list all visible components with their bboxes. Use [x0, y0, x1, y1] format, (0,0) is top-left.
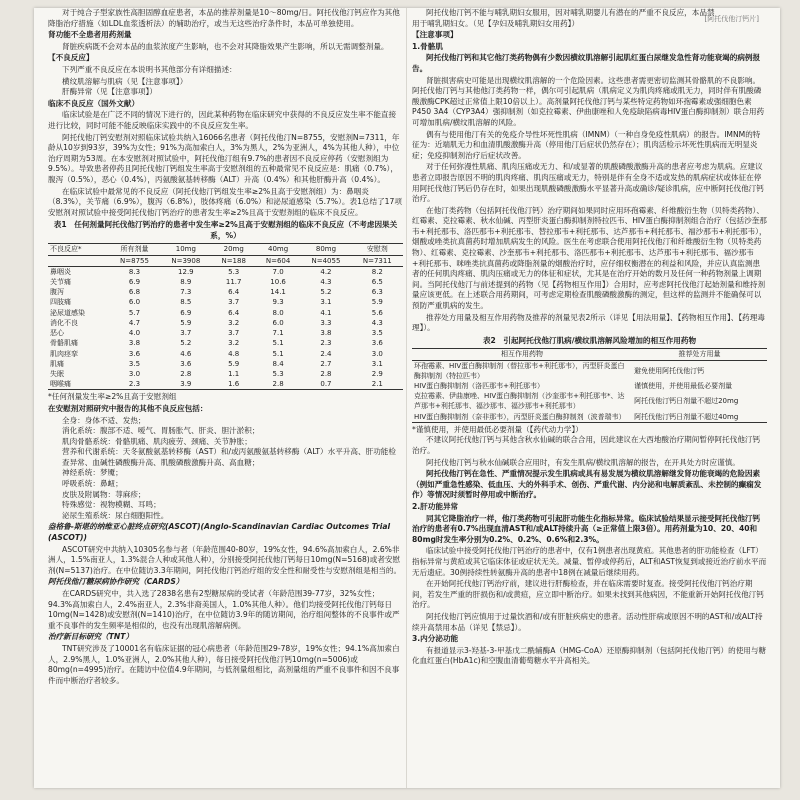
tnt-heading: 治疗新目标研究（TNT）: [48, 632, 134, 642]
table1-row-label: 失眠: [50, 369, 64, 378]
ascot-heading: 盎格鲁-斯堪的纳维亚心脏终点研究(ASCOT)(Anglo-Scandinavian Cardiac Outcomes Trial (ASCOT)): [48, 522, 391, 543]
other-adverse-item: 呼吸系统：鼻衄；: [62, 479, 123, 489]
table1-cell: 4.6: [180, 349, 192, 358]
table1-cell: 7.0: [272, 267, 284, 276]
table1-cell: 5.9: [371, 298, 383, 307]
table1-cell: 3.6: [128, 349, 141, 358]
table1-cell: 5.9: [228, 359, 240, 368]
table2-body: [412, 349, 767, 422]
table1-cell: 4.3: [320, 278, 332, 287]
table1-row: [48, 369, 403, 379]
muscle-para: 推荐处方用量及相互作用药物及推荐的剂量见表2所示（详见【用法用量】、【药物相互作用】、【药理毒理】）。: [412, 312, 765, 333]
other-adverse-item: 消化系统：腹部不适、嗳气、胃肠胀气、肝炎、胆汁淤积；: [62, 426, 260, 436]
table2-dose-cell: 阿托伐他汀钙日剂量不超过20mg: [634, 397, 739, 406]
table1-cell: 1.1: [228, 369, 240, 378]
other-adverse-heading: 在安慰剂对照研究中报告的其他不良反应包括：: [48, 403, 208, 413]
table2-footnote: *谨慎使用，并使用最低必要剂量（【药代动力学】）: [412, 424, 583, 434]
adverse-item: 肝酶异常（见【注意事项】）: [62, 87, 157, 97]
table1-cell: 3.2: [228, 318, 240, 327]
table1-cell: 3.9: [160, 379, 211, 390]
table1-cell: 6.4: [228, 288, 240, 297]
table1-subheader: [48, 255, 109, 266]
table1: [48, 243, 403, 390]
table2-drug-cell: 克拉霉素、伊曲康唑、HIV蛋白酶抑制剂（沙奎那韦+利托那韦*、达芦那韦+利托那韦、福沙那韦、福沙那韦+利托那韦）: [414, 392, 625, 411]
table1-cell: 2.4: [320, 349, 332, 358]
table1-row: [48, 308, 403, 318]
table1-row: [48, 287, 403, 297]
tnt-para: TNT研究涉及了10001名有临床证据的冠心病患者（年龄范围29-78岁，19%女性；94.1%高加索白人，2.9%黑人，1.0%亚洲人，2.0%其他人种），每日接受阿托伐他汀钙10mg(n=5006)或80mg(n=4995)治疗。在随访中位值4.9年期间，与低剂量组相比，高剂量组的严重不良事件和因不良事件而中断治疗者较多。: [48, 643, 400, 685]
table1-cell: 7.1: [272, 329, 284, 338]
after-table-para: 阿托伐他汀钙与秋水仙碱联合应用时，有发生肌病/横纹肌溶解的报告，在开具处方时应谨慎。: [426, 457, 740, 467]
table1-row: [48, 328, 403, 338]
table1-cell: 4.2: [320, 267, 332, 276]
table1-row: [48, 277, 403, 287]
other-adverse-item: 肌肉骨骼系统：骨骼肌痛、肌肉疲劳、颈痛、关节肿胀；: [62, 436, 252, 446]
table1-cell: 3.8: [320, 329, 332, 338]
table1-cell: 8.5: [180, 298, 192, 307]
left-column: [48, 8, 403, 788]
table1-header: 所有剂量: [109, 244, 160, 255]
table1-subheader: N=604: [256, 255, 300, 266]
table1-cell: 4.7: [128, 318, 141, 327]
table2-row: [412, 360, 767, 381]
table1-cell: 4.8: [228, 349, 240, 358]
table2-header: 相互作用药物: [412, 349, 632, 360]
other-adverse-item: 特殊感觉：视物模糊、耳鸣；: [62, 500, 161, 510]
table1-cell: 7.3: [180, 288, 192, 297]
table2-drug-cell: HIV蛋白酶抑制剂（奈非那韦），丙型肝炎蛋白酶抑制剂（波普瑞韦）: [412, 412, 632, 423]
section-1-heading: 1.骨骼肌: [412, 41, 443, 51]
clinical-para: 临床试验是在广泛不同的情况下进行的，因此某种药物在临床研究中获得的不良反应发生率不能直接进行比较，同时可能不能反映临床实践中的不良反应发生率。: [48, 110, 397, 130]
table1-subheader: N=8755: [109, 255, 160, 266]
table1-cell: 2.8: [256, 379, 300, 390]
table1-cell: 5.9: [180, 318, 192, 327]
leaflet-sheet: [34, 8, 780, 788]
table1-cell: 2.1: [352, 379, 403, 390]
table1-cell: 6.0: [128, 298, 141, 307]
table1-row-label: 鼻咽炎: [50, 267, 71, 276]
table1-cell: 3.7: [180, 329, 192, 338]
table1-header: 20mg: [212, 244, 256, 255]
after-table-para: 不建议阿托伐他汀钙与其他含秋水仙碱的联合合用，因此建议在大西地酸治疗期间暂停阿托伐他汀钙治疗。: [412, 435, 761, 456]
muscle-para: 偶有与使用他汀有关的免疫介导性坏死性肌病（IMNM）（一种自身免疫性肌病）的报告。IMNM的特征为：近端肌无力和血清肌酸激酶升高（停用他汀后症状仍然存在）；肌肉活检示坏死性肌病而无明显炎症；免疫抑制剂治疗后症状改善。: [412, 129, 761, 160]
intro-para-2: 肾脏疾病既不会对本品的血浆浓度产生影响，也不会对其降脂效果产生影响，所以无需调整剂量。: [62, 41, 389, 51]
table1-cell: 4.1: [320, 308, 332, 317]
table1-row-label: 关节痛: [50, 278, 71, 287]
table1-cell: 3.7: [228, 329, 240, 338]
product-tag: [阿托伐他汀钙片]: [704, 15, 759, 23]
table1-row-label: 肌痛: [50, 359, 64, 368]
table2-header: 推荐处方用量: [632, 349, 767, 360]
table1-header: 80mg: [300, 244, 351, 255]
section-2-heading: 2.肝功能异常: [412, 501, 459, 511]
muscle-para: 在他汀类药物（包括阿托伐他汀钙）治疗期间如果同时应用环孢霉素、纤维酸衍生物（贝特类药物）、红霉素、克拉霉素、秋水仙碱、丙型肝炎蛋白酶抑制剂特拉匹韦、HIV蛋白酶抑制剂组合治疗（包括沙奎那韦+利托那韦、洛匹那韦+利托那韦、替拉那韦+利托那韦、达芦那韦+利托那韦、福沙那韦+利托那韦），烟酸或唑类抗真菌药时增加肌病发生的风险。医生在考虑联合使用阿托伐他汀和纤维酸衍生物（贝特类药物）、红霉素、克拉霉素、沙奎那韦+利托那韦、洛匹那韦+利托那韦、达芦那韦+利托那韦、福沙那韦+利托那韦、咪唑类抗真菌药或降脂剂量的烟酸治疗时，应仔细权衡潜在的利益和风险，并应认真监测患者的任何肌肉疼痛、肌肉压痛或无力的体征和症状，尤其是在治疗开始的数月及任何一种药物剂量上调期间。当阿托伐他汀与前述提到的药物（见【药物相互作用】）合用时，应考虑阿托伐他汀起始剂量和维持剂量应该更低。在上述联合用药期间，可考虑定期检查肌酸磷酸激酶的测定，但这样的监测并不能确保可以预防严重肌病的发生。: [412, 205, 767, 311]
table1-header: 10mg: [160, 244, 211, 255]
liver-bold-para: 同其它降脂治疗一样，他汀类药物可引起肝功能生化指标异常。临床试验结果显示接受阿托伐他汀钙治疗的患者有0.7%出现血清AST和/或ALT持续升高（≥正常值上限3倍）。用药剂量为10、20、40和80mg时发生率分别为0.2%、0.2%、0.6%和2.3%。: [412, 513, 761, 544]
muscle-para: 对于任何弥漫性肌痛、肌肉压痛或无力、和/或显著的肌酸磷酸激酶升高的患者应考虑为肌病。应建议患者立即报告原因不明的肌肉疼痛、肌肉压痛或无力，特别是伴有全身不适或发热的肌病症状或体征在停用阿托伐他汀钙后仍存在时，如果出现肌酸磷酸激酶水平显著升高或确诊/疑诊肌病，应中断阿托伐他汀钙治疗。: [412, 162, 764, 204]
table1-footnote: *任何剂量发生率≥2%且高于安慰剂组: [48, 392, 177, 402]
table1-cell: 6.4: [228, 308, 240, 317]
other-adverse-item: 神经系统：梦魇；: [62, 468, 123, 478]
table2-dose-cell: 避免使用阿托伐他汀钙: [634, 366, 705, 375]
clinical-para: 阿托伐他汀钙安慰剂对照临床试验共纳入16066名患者（阿托伐他汀N=8755，安慰剂N=7311，年龄从10岁到93岁，39%为女性；91%为高加索白人，3%为黑人，2%为亚洲人，4%为其他人种），中位治疗周期为53周。在本安慰剂对照试验中，阿托伐他汀组有9.7%的患者因不良反应停药（安慰剂组为9.5%）。导致患者停药且阿托伐他汀钙组发生率高于安慰剂组的五种最常见不良反应是：肌痛（0.7%），腹泻（0.5%），恶心（0.4%），丙氨酸氨基转移酶（ALT）升高（0.4%）和其他肝酶升高（0.4%）。: [48, 132, 400, 184]
renal-heading: 肾功能不全患者用药剂量: [48, 30, 132, 40]
table1-cell: 11.7: [225, 278, 242, 287]
liver-para: 在开始阿托伐他汀钙治疗前，建议进行肝酶检查，并在临床需要时复查。接受阿托伐他汀钙治疗期间，若发生严重的肝损伤和/或黄疸，应立即中断治疗。如果未找到其他病因，不能重新开始阿托伐他汀钙治疗。: [412, 579, 764, 610]
adverse-item: 横纹肌溶解与肌病（见【注意事项】）: [62, 76, 188, 86]
table1-cell: 3.7: [228, 298, 240, 307]
intro-para-1: 对于纯合子型家族性高胆固醇血症患者，本品的推荐剂量是10～80mg/日。阿托伐他汀钙应作为其他降脂治疗措施（如LDL血浆透析法）的辅助治疗，或当无这些治疗条件时，本品可单独使用。: [48, 8, 400, 28]
notice-heading: 【注意事项】: [412, 30, 458, 40]
table1-cell: 3.3: [320, 318, 332, 327]
table1-header: 不良反应*: [48, 244, 109, 255]
table1-row-label: 恶心: [50, 329, 64, 338]
table1-cell: 5.3: [228, 267, 240, 276]
endocrine-para: 有报道显示3-羟基-3-甲基戊二酰辅酶A（HMG-CoA）还原酶抑制剂（包括阿托伐他汀钙）的使用与糖化血红蛋白(HbA1c)和空腹血清葡萄糖水平升高相关。: [412, 645, 767, 666]
other-adverse-item: 营养和代谢系统：天冬氨酸氨基转移酶（AST）和/或丙氨酸氨基转移酶（ALT）水平升高、肝功能检查异常、血碱性磷酸酶升高、肌酸磷酸激酶升高、高血糖；: [62, 447, 396, 467]
cards-heading: 阿托伐他汀糖尿病协作研究（CARDS）: [48, 577, 184, 587]
table2-header-row: [412, 349, 767, 360]
center-fold: [406, 8, 407, 788]
adverse-intro: 下列严重不良反应在本说明书其他部分有详细描述：: [62, 64, 237, 74]
table1-cell: 8.0: [272, 308, 284, 317]
table1-cell: 3.5: [371, 329, 383, 338]
table2-drug-cell: 环孢霉素、HIV蛋白酶抑制剂（替拉那韦+利托那韦），丙型肝炎蛋白酶抑制剂（特拉匹韦）: [414, 361, 625, 380]
table1-cell: 12.9: [178, 267, 194, 276]
table1-header: 安慰剂: [352, 244, 403, 255]
muscle-para: 肾脏损害病史可能是出现横纹肌溶解的一个危险因素。这些患者需更密切监测其骨骼肌的不良影响。阿托伐他汀钙与其他他汀类药物一样，偶尔可引起肌病（肌病定义为肌肉疼痛或肌无力，同时伴有肌酸磷酸激酶CPK超过正常值上限10倍以上）。高剂量阿托伐他汀钙与某些特定药物如环孢霉素或强细胞色素P450 3A4（CYP3A4）强抑制剂（如克拉霉素、伊曲康唑和人免疫缺陷病毒HIV蛋白酶抑制剂）联合用药可增加肌病/横纹肌溶解的风险。: [412, 75, 765, 127]
table1-cell: 3.2: [228, 339, 240, 348]
table1-cell: 3.6: [180, 359, 192, 368]
table1-row-label: 腹泻: [50, 288, 64, 297]
table1-row: [48, 349, 403, 359]
table1-cell: 5.1: [272, 349, 284, 358]
table2-row: [412, 391, 767, 411]
table1-row: [48, 359, 403, 369]
table1-cell: 3.0: [371, 349, 383, 358]
adverse-heading: 【不良反应】: [48, 53, 94, 63]
table1-row: [48, 297, 403, 307]
table1-cell: 6.9: [128, 278, 141, 287]
cards-para: 在CARDS研究中，共入选了2838名患有2型糖尿病的受试者（年龄范围39-77岁，32%女性；94.3%高加索白人，2.4%南亚人，2.3%非裔美国人，1.0%其他人种）。他们均接受阿托伐他汀钙每日10mg(N=1428)或安慰剂(N=1410)治疗，在中位随访3.9年的随访期间，治疗组间整体的不良事件或严重不良事件的发生频率是相似的，也没有出现肌溶解病例。: [48, 589, 400, 630]
table1-row-label: 咽喉痛: [48, 379, 109, 390]
table1-cell: 4.0: [128, 329, 141, 338]
table1-cell: 5.2: [180, 339, 192, 348]
other-adverse-item: 皮肤及附属物：荨麻疹；: [62, 489, 146, 499]
table1-cell: 3.5: [128, 359, 141, 368]
table1-cell: 3.6: [371, 339, 383, 348]
table2-title: 表2 引起阿托伐他汀肌病/横纹肌溶解风险增加的相互作用药物: [482, 335, 697, 345]
table1-row: [48, 318, 403, 328]
table2-row: [412, 381, 767, 391]
table1-header: 40mg: [256, 244, 300, 255]
table2: [412, 348, 767, 422]
table1-cell: 5.7: [128, 308, 141, 317]
right-column: [412, 8, 767, 788]
section-3-heading: 3.内分泌功能: [412, 634, 459, 644]
table1-cell: 6.0: [272, 318, 284, 327]
table2-dose-cell: 谨慎使用，并使用最低必要剂量: [634, 382, 733, 391]
table1-subheader: N=188: [212, 255, 256, 266]
table1-cell: 10.6: [270, 278, 286, 287]
table1-cell: 3.0: [128, 369, 141, 378]
table1-cell: 14.1: [270, 288, 286, 297]
muscle-bold-para: 阿托伐他汀钙和其它他汀类药物偶有少数因横纹肌溶解引起肌红蛋白尿继发急性肾功能衰竭的病例报告。: [412, 53, 761, 73]
table1-cell: 5.1: [272, 339, 284, 348]
table1-cell: 5.3: [272, 369, 284, 378]
liver-para: 临床试验中接受阿托伐他汀钙治疗的患者中，仅有1例患者出现黄疸。其他患者的肝功能检查（LFT）指标异常与黄疸或其它临床体征或症状无关。减量、暂停或停药后，ALT和AST恢复到或接近治疗前水平而无后遗症。30例持续性转氨酶升高的患者中18例在减量后继续用药。: [412, 546, 767, 577]
table2-drug-cell: HIV蛋白酶抑制剂（洛匹那韦+利托那韦）: [414, 382, 544, 391]
table1-cell: 8.4: [272, 359, 284, 368]
table1-cell: 6.9: [180, 308, 192, 317]
other-adverse-item: 泌尿生殖系统：尿白细胞阳性。: [62, 510, 169, 520]
table1-cell: 8.3: [128, 267, 141, 276]
table1-cell: 3.1: [371, 359, 383, 368]
table1-cell: 8.2: [371, 267, 383, 276]
table1-cell: 8.9: [180, 278, 192, 287]
table1-title: 表1 任何剂量阿托伐他汀钙治疗的患者中发生率≥2%且高于安慰剂组的临床不良反应（不考虑因果关系，%）: [53, 220, 398, 240]
lactation-para: 阿托伐他汀钙不能与哺乳期妇女服用，因对哺乳期婴儿有潜在的严重不良反应，本品禁用于哺乳期妇女。（见【孕妇及哺乳期妇女用药】）: [412, 8, 715, 28]
table1-cell: 9.3: [272, 298, 284, 307]
table1-row: [48, 338, 403, 348]
table1-cell: 5.6: [371, 308, 383, 317]
table1-cell: 6.5: [371, 278, 383, 287]
table1-row-label: 四肢痛: [50, 298, 71, 307]
table1-cell: 2.3: [109, 379, 160, 390]
table2-dose-cell: 阿托伐他汀钙日剂量不超过40mg: [632, 412, 767, 423]
table1-cell: 2.3: [320, 339, 332, 348]
liver-para: 阿托伐他汀钙应慎用于过量饮酒和/或有肝脏疾病史的患者。活动性肝病或原因不明的AST和/或ALT持续升高禁用本品（详见【禁忌】）。: [412, 611, 763, 632]
table1-subheader: N=4055: [300, 255, 351, 266]
table1-cell: 1.6: [212, 379, 256, 390]
table1-row-label: 泌尿道感染: [50, 308, 85, 317]
table1-subheader-row: [48, 255, 403, 266]
clinical-heading: 临床不良反应（国外文献）: [48, 98, 140, 108]
table1-cell: 3.1: [320, 298, 332, 307]
table1-subheader: N=3908: [160, 255, 211, 266]
table1-cell: 3.8: [128, 339, 141, 348]
table1-row: [48, 266, 403, 277]
other-adverse-list: [48, 416, 403, 522]
table2-row: [412, 412, 767, 423]
table1-row-label: 肌肉痉挛: [50, 349, 78, 358]
table1-cell: 2.9: [371, 369, 383, 378]
other-adverse-item: 全身：身体不适、发热；: [62, 415, 146, 425]
table1-cell: 4.3: [371, 318, 383, 327]
table1-row-label: 骨骼肌痛: [50, 339, 78, 348]
ascot-para: ASCOT研究中共纳入10305名参与者（年龄范围40-80岁，19%女性，94.6%高加索白人，2.6%非洲人，1.5%南亚人，1.3%混合人种或其他人种），分别接受阿托伐他汀钙每日10mg(N=5168)或者安慰剂(N=5137)治疗。在中位随访3.3年期间，阿托伐他汀钙治疗组的安全性和耐受性与安慰剂组是相当的。: [48, 544, 402, 575]
table1-row-label: 消化不良: [50, 318, 78, 327]
table1-header-row: [48, 244, 403, 255]
table1-cell: 6.3: [371, 288, 383, 297]
table1-cell: 5.2: [320, 288, 332, 297]
warning-bold-para: 阿托伐他汀钙在急性、严重情况提示发生肌病或具有易发展为横纹肌溶解继发肾功能衰竭的危险因素（例如严重急性感染、低血压、大的外科手术、创伤、严重代谢、内分泌和电解质紊乱、未控制的癫痫发作）等情况时须暂时停用或中断治疗。: [412, 469, 762, 500]
table1-cell: 2.8: [180, 369, 192, 378]
clinical-para: 在临床试验中最常见的不良反应（阿托伐他汀钙组发生率≥2%且高于安慰剂组）为：鼻咽炎（8.3%），关节痛（6.9%），腹泻（6.8%），肢体疼痛（6.0%）和泌尿道感染（5.7%）。表1总结了17项安慰剂对照试验中接受阿托伐他汀钙治疗的患者发生率≥2%且高于安慰剂组的临床不良反应。: [48, 186, 402, 217]
table1-cell: 0.7: [300, 379, 351, 390]
table1-cell: 2.8: [320, 369, 332, 378]
table1-cell: 6.8: [128, 288, 141, 297]
table1-body: [48, 266, 403, 389]
table1-cell: 2.7: [320, 359, 332, 368]
table1-row: [48, 379, 403, 390]
table1-subheader: N=7311: [352, 255, 403, 266]
